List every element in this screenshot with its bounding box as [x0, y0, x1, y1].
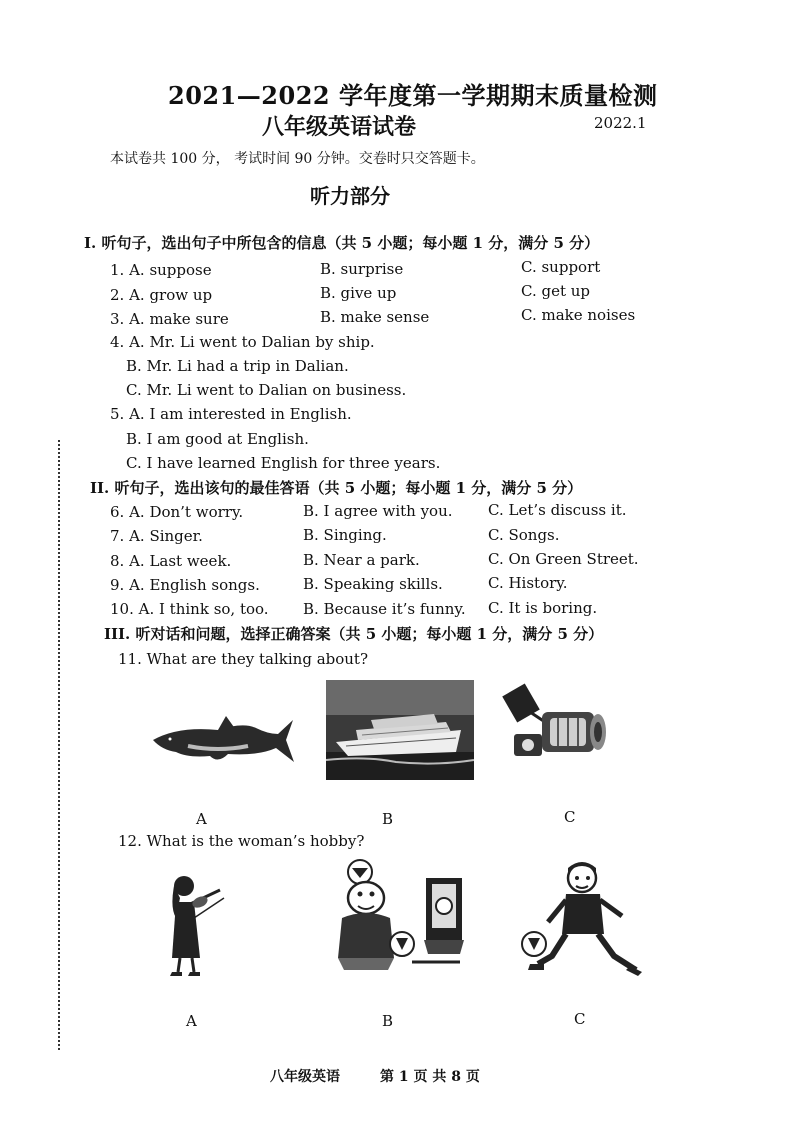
- soccer-boy-picture: [518, 860, 648, 980]
- q11-label-c: C: [564, 808, 576, 826]
- q8-option-b: B. Near a park.: [303, 551, 420, 569]
- q1-option-c: C. support: [521, 258, 601, 276]
- q10-option-b: B. Because it’s funny.: [303, 600, 466, 618]
- q6-option-b: B. I agree with you.: [303, 502, 453, 520]
- q2-option-b: B. give up: [320, 284, 397, 302]
- q5-option-b: B. I am good at English.: [126, 430, 309, 448]
- q12-question: 12. What is the woman’s hobby?: [118, 832, 365, 850]
- q12-label-c: C: [574, 1010, 586, 1028]
- q3-option-c: C. make noises: [521, 306, 636, 324]
- q11-question: 11. What are they talking about?: [118, 650, 368, 668]
- q6-option-a: 6. A. Don’t worry.: [110, 503, 244, 521]
- q4-option-c: C. Mr. Li went to Dalian on business.: [126, 381, 407, 399]
- q1-option-b: B. surprise: [320, 260, 404, 278]
- q12-label-b: B: [382, 1012, 394, 1030]
- q9-option-c: C. History.: [488, 574, 568, 592]
- q7-option-c: C. Songs.: [488, 526, 560, 544]
- q7-option-b: B. Singing.: [303, 526, 387, 544]
- section-3-heading: III. 听对话和问题，选择正确答案（共 5 小题；每小题 1 分，满分 5 分）: [104, 625, 604, 643]
- q3-option-b: B. make sense: [320, 308, 430, 326]
- football-fan-picture: [328, 858, 468, 976]
- q7-option-a: 7. A. Singer.: [110, 527, 203, 545]
- footer-page-number: 第 1 页 共 8 页: [380, 1069, 480, 1085]
- q1-option-a: 1. A. suppose: [110, 261, 212, 279]
- footer-subject: 八年级英语: [270, 1069, 340, 1085]
- q2-option-c: C. get up: [521, 282, 591, 300]
- q10-option-c: C. It is boring.: [488, 599, 598, 617]
- q9-option-b: B. Speaking skills.: [303, 575, 443, 593]
- exam-notice: 本试卷共 100 分， 考试时间 90 分钟。交卷时只交答题卡。: [110, 151, 485, 167]
- q8-option-c: C. On Green Street.: [488, 550, 639, 568]
- q11-label-b: B: [382, 810, 394, 828]
- violin-girl-picture: [158, 868, 228, 978]
- q12-label-a: A: [186, 1012, 197, 1030]
- q4-option-b: B. Mr. Li had a trip in Dalian.: [126, 357, 349, 375]
- binding-dotted-line: [58, 440, 60, 1050]
- exam-date: 2022.1: [594, 114, 647, 132]
- exam-subtitle: 八年级英语试卷: [262, 114, 417, 140]
- section-2-heading: II. 听句子，选出该句的最佳答语（共 5 小题；每小题 1 分，满分 5 分）: [90, 479, 583, 497]
- q5-option-c: C. I have learned English for three years.: [126, 454, 441, 472]
- q4-option-a: 4. A. Mr. Li went to Dalian by ship.: [110, 333, 375, 351]
- q11-label-a: A: [196, 810, 207, 828]
- shark-picture: [148, 712, 298, 772]
- q3-option-a: 3. A. make sure: [110, 310, 229, 328]
- section-1-heading: I. 听句子，选出句子中所包含的信息（共 5 小题；每小题 1 分，满分 5 分）: [84, 234, 600, 252]
- q2-option-a: 2. A. grow up: [110, 286, 213, 304]
- satellite-picture: [500, 682, 610, 772]
- q5-option-a: 5. A. I am interested in English.: [110, 405, 352, 423]
- q9-option-a: 9. A. English songs.: [110, 576, 260, 594]
- q6-option-c: C. Let’s discuss it.: [488, 501, 627, 519]
- listening-part-title: 听力部分: [310, 184, 390, 208]
- q8-option-a: 8. A. Last week.: [110, 552, 232, 570]
- q10-option-a: 10. A. I think so, too.: [110, 600, 269, 618]
- ship-picture: [326, 680, 474, 780]
- exam-title: 2021—2022 学年度第一学期期末质量检测: [168, 81, 658, 110]
